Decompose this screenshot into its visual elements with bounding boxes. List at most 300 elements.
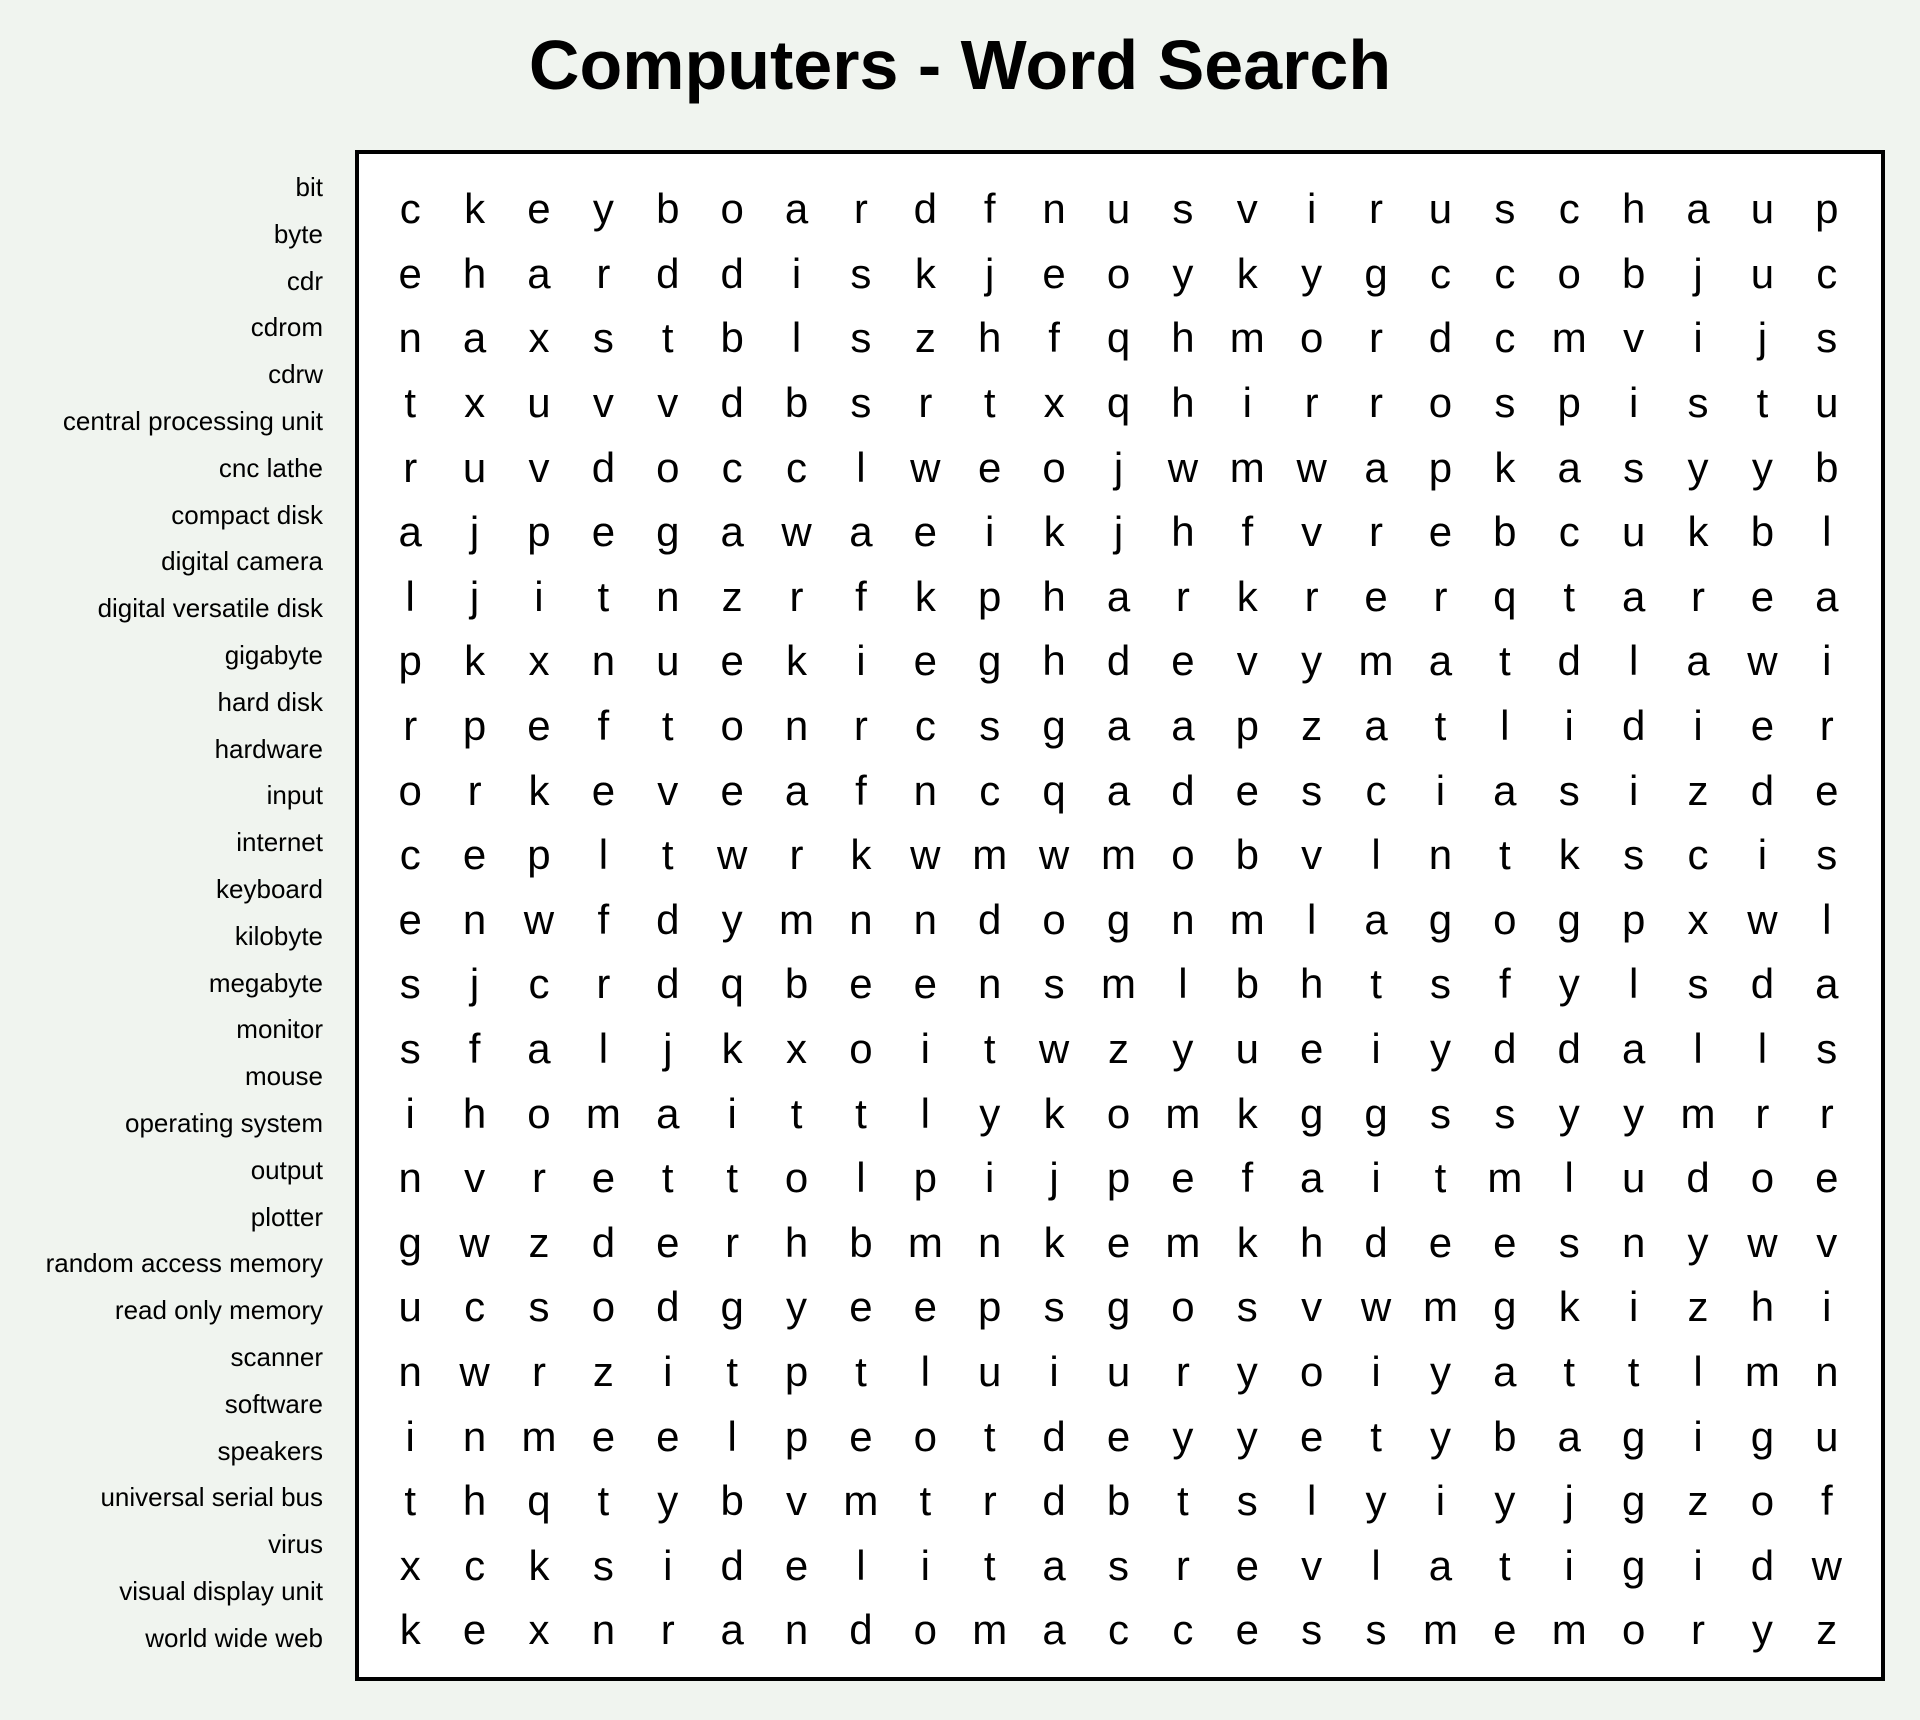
grid-letter[interactable]: r bbox=[789, 831, 804, 879]
grid-letter[interactable]: i bbox=[1757, 831, 1768, 879]
grid-letter[interactable]: a bbox=[1106, 766, 1131, 814]
grid-letter[interactable]: r bbox=[853, 702, 868, 750]
grid-letter[interactable]: q bbox=[527, 1477, 551, 1525]
grid-letter[interactable]: y bbox=[1429, 1412, 1451, 1460]
grid-letter[interactable]: i bbox=[920, 1025, 930, 1073]
grid-letter[interactable]: i bbox=[405, 1412, 415, 1460]
grid-letter[interactable]: f bbox=[597, 895, 610, 943]
grid-letter[interactable]: u bbox=[1428, 185, 1453, 233]
grid-letter[interactable]: i bbox=[1435, 1477, 1446, 1525]
grid-letter[interactable]: w bbox=[1747, 637, 1778, 685]
grid-letter[interactable]: t bbox=[661, 831, 674, 879]
grid-letter[interactable]: d bbox=[656, 960, 680, 1008]
grid-letter[interactable]: y bbox=[1623, 1089, 1645, 1137]
grid-letter[interactable]: v bbox=[786, 1477, 808, 1525]
grid-letter[interactable]: s bbox=[399, 960, 421, 1008]
grid-letter[interactable]: m bbox=[1229, 895, 1265, 943]
grid-letter[interactable]: n bbox=[398, 1154, 422, 1202]
grid-letter[interactable]: e bbox=[1815, 1154, 1839, 1202]
grid-letter[interactable]: k bbox=[914, 572, 936, 620]
grid-letter[interactable]: u bbox=[527, 379, 551, 427]
grid-letter[interactable]: a bbox=[1364, 702, 1388, 750]
grid-letter[interactable]: o bbox=[398, 766, 422, 814]
grid-letter[interactable]: a bbox=[1557, 443, 1581, 491]
grid-letter[interactable]: z bbox=[592, 1347, 614, 1395]
grid-letter[interactable]: t bbox=[983, 1412, 996, 1460]
grid-letter[interactable]: c bbox=[721, 443, 743, 491]
grid-letter[interactable]: i bbox=[1564, 1541, 1574, 1589]
grid-letter[interactable]: y bbox=[1236, 1347, 1258, 1395]
grid-letter[interactable]: k bbox=[1043, 508, 1065, 556]
grid-letter[interactable]: k bbox=[1236, 1089, 1258, 1137]
grid-letter[interactable]: s bbox=[1816, 1025, 1838, 1073]
grid-letter[interactable]: l bbox=[1371, 831, 1381, 879]
grid-letter[interactable]: e bbox=[527, 185, 551, 233]
grid-letter[interactable]: y bbox=[1172, 249, 1194, 297]
grid-letter[interactable]: e bbox=[462, 1606, 487, 1654]
grid-letter[interactable]: e bbox=[1299, 1025, 1324, 1073]
grid-letter[interactable]: v bbox=[1301, 831, 1323, 879]
grid-letter[interactable]: o bbox=[784, 1154, 809, 1202]
grid-letter[interactable]: u bbox=[978, 1347, 1002, 1395]
grid-letter[interactable]: l bbox=[856, 443, 866, 491]
grid-letter[interactable]: o bbox=[1171, 831, 1195, 879]
grid-letter[interactable]: e bbox=[656, 1412, 680, 1460]
grid-letter[interactable]: e bbox=[398, 249, 422, 297]
grid-letter[interactable]: c bbox=[1172, 1606, 1194, 1654]
grid-letter[interactable]: o bbox=[1042, 443, 1066, 491]
grid-letter[interactable]: c bbox=[1107, 1606, 1129, 1654]
grid-letter[interactable]: g bbox=[978, 637, 1002, 685]
grid-letter[interactable]: g bbox=[1299, 1089, 1324, 1137]
grid-letter[interactable]: i bbox=[985, 1154, 995, 1202]
grid-letter[interactable]: r bbox=[1819, 702, 1834, 750]
grid-letter[interactable]: j bbox=[1113, 508, 1124, 556]
grid-letter[interactable]: d bbox=[1493, 1025, 1517, 1073]
grid-letter[interactable]: w bbox=[1038, 1025, 1070, 1073]
grid-letter[interactable]: s bbox=[1429, 960, 1451, 1008]
grid-letter[interactable]: v bbox=[592, 379, 614, 427]
grid-letter[interactable]: y bbox=[979, 1089, 1001, 1137]
grid-letter[interactable]: e bbox=[720, 766, 744, 814]
grid-letter[interactable]: g bbox=[1364, 1089, 1388, 1137]
grid-letter[interactable]: t bbox=[790, 1089, 803, 1137]
grid-letter[interactable]: d bbox=[978, 895, 1002, 943]
grid-letter[interactable]: y bbox=[1558, 960, 1580, 1008]
grid-letter[interactable]: y bbox=[1687, 1218, 1709, 1266]
grid-letter[interactable]: e bbox=[591, 1154, 616, 1202]
grid-letter[interactable]: c bbox=[1494, 249, 1516, 297]
grid-letter[interactable]: d bbox=[1042, 1477, 1066, 1525]
grid-letter[interactable]: d bbox=[1106, 637, 1131, 685]
grid-letter[interactable]: o bbox=[1493, 895, 1517, 943]
grid-letter[interactable]: n bbox=[1428, 831, 1453, 879]
grid-letter[interactable]: b bbox=[784, 379, 809, 427]
grid-letter[interactable]: u bbox=[1106, 1347, 1131, 1395]
grid-letter[interactable]: u bbox=[1750, 185, 1775, 233]
grid-letter[interactable]: o bbox=[720, 702, 744, 750]
grid-letter[interactable]: b bbox=[784, 960, 809, 1008]
grid-letter[interactable]: l bbox=[1306, 1477, 1317, 1525]
grid-letter[interactable]: y bbox=[1429, 1025, 1451, 1073]
grid-letter[interactable]: x bbox=[464, 379, 486, 427]
grid-letter[interactable]: w bbox=[716, 831, 748, 879]
grid-letter[interactable]: x bbox=[1043, 379, 1065, 427]
grid-letter[interactable]: h bbox=[462, 1477, 487, 1525]
grid-letter[interactable]: w bbox=[781, 508, 812, 556]
grid-letter[interactable]: c bbox=[1816, 249, 1838, 297]
grid-letter[interactable]: u bbox=[1621, 508, 1646, 556]
grid-letter[interactable]: s bbox=[399, 1025, 421, 1073]
grid-letter[interactable]: f bbox=[597, 702, 610, 750]
grid-letter[interactable]: u bbox=[398, 1283, 422, 1331]
grid-letter[interactable]: p bbox=[978, 572, 1002, 620]
grid-letter[interactable]: e bbox=[913, 1283, 937, 1331]
grid-letter[interactable]: s bbox=[1236, 1477, 1258, 1525]
grid-letter[interactable]: a bbox=[1106, 702, 1131, 750]
grid-letter[interactable]: t bbox=[661, 702, 674, 750]
grid-letter[interactable]: g bbox=[1106, 1283, 1131, 1331]
grid-letter[interactable]: r bbox=[918, 379, 933, 427]
grid-letter[interactable]: a bbox=[1106, 572, 1131, 620]
grid-letter[interactable]: t bbox=[1563, 1347, 1576, 1395]
grid-letter[interactable]: i bbox=[1242, 379, 1252, 427]
grid-letter[interactable]: r bbox=[1369, 379, 1384, 427]
grid-letter[interactable]: h bbox=[1042, 572, 1066, 620]
grid-letter[interactable]: j bbox=[663, 1025, 673, 1073]
grid-letter[interactable]: p bbox=[1557, 379, 1581, 427]
grid-letter[interactable]: i bbox=[1371, 1347, 1381, 1395]
grid-letter[interactable]: m bbox=[972, 831, 1008, 879]
grid-letter[interactable]: r bbox=[596, 249, 611, 297]
grid-letter[interactable]: s bbox=[592, 314, 614, 362]
grid-letter[interactable]: g bbox=[1428, 895, 1453, 943]
grid-letter[interactable]: z bbox=[1687, 1477, 1709, 1525]
grid-letter[interactable]: e bbox=[1815, 766, 1839, 814]
grid-letter[interactable]: d bbox=[849, 1606, 873, 1654]
grid-letter[interactable]: r bbox=[1175, 1541, 1190, 1589]
grid-letter[interactable]: j bbox=[469, 508, 480, 556]
grid-letter[interactable]: d bbox=[1428, 314, 1453, 362]
grid-letter[interactable]: o bbox=[1299, 314, 1324, 362]
grid-letter[interactable]: n bbox=[784, 702, 809, 750]
grid-letter[interactable]: i bbox=[1371, 1025, 1381, 1073]
grid-letter[interactable]: s bbox=[850, 314, 872, 362]
grid-letter[interactable]: m bbox=[1680, 1089, 1716, 1137]
grid-letter[interactable]: q bbox=[1106, 379, 1131, 427]
grid-letter[interactable]: a bbox=[462, 314, 487, 362]
grid-letter[interactable]: y bbox=[1172, 1025, 1194, 1073]
grid-letter[interactable]: i bbox=[920, 1541, 930, 1589]
grid-letter[interactable]: e bbox=[527, 702, 551, 750]
grid-letter[interactable]: s bbox=[528, 1283, 550, 1331]
grid-letter[interactable]: j bbox=[1564, 1477, 1574, 1525]
grid-letter[interactable]: i bbox=[1693, 314, 1703, 362]
grid-letter[interactable]: b bbox=[1235, 831, 1259, 879]
grid-letter[interactable]: u bbox=[1815, 379, 1839, 427]
grid-letter[interactable]: d bbox=[1171, 766, 1195, 814]
grid-letter[interactable]: d bbox=[656, 249, 680, 297]
grid-letter[interactable]: i bbox=[727, 1089, 737, 1137]
grid-letter[interactable]: g bbox=[1621, 1477, 1646, 1525]
grid-letter[interactable]: e bbox=[720, 637, 744, 685]
grid-letter[interactable]: m bbox=[1422, 1606, 1458, 1654]
grid-letter[interactable]: e bbox=[1493, 1218, 1517, 1266]
grid-letter[interactable]: e bbox=[1235, 1606, 1259, 1654]
grid-letter[interactable]: a bbox=[720, 1606, 744, 1654]
grid-letter[interactable]: t bbox=[983, 379, 996, 427]
grid-letter[interactable]: t bbox=[726, 1154, 738, 1202]
grid-letter[interactable]: h bbox=[1171, 508, 1195, 556]
grid-letter[interactable]: p bbox=[913, 1154, 937, 1202]
grid-letter[interactable]: r bbox=[725, 1218, 740, 1266]
grid-letter[interactable]: i bbox=[791, 249, 802, 297]
grid-letter[interactable]: q bbox=[1106, 314, 1131, 362]
grid-letter[interactable]: g bbox=[720, 1283, 744, 1331]
grid-letter[interactable]: j bbox=[469, 572, 480, 620]
grid-letter[interactable]: w bbox=[1296, 443, 1327, 491]
grid-letter[interactable]: t bbox=[1370, 960, 1382, 1008]
grid-letter[interactable]: i bbox=[1822, 1283, 1832, 1331]
grid-letter[interactable]: s bbox=[1043, 960, 1065, 1008]
grid-letter[interactable]: g bbox=[398, 1218, 422, 1266]
grid-letter[interactable]: k bbox=[1558, 1283, 1580, 1331]
grid-letter[interactable]: s bbox=[1236, 1283, 1258, 1331]
grid-letter[interactable]: e bbox=[849, 960, 873, 1008]
grid-letter[interactable]: i bbox=[1306, 185, 1317, 233]
grid-letter[interactable]: c bbox=[399, 185, 421, 233]
grid-letter[interactable]: d bbox=[720, 1541, 744, 1589]
grid-letter[interactable]: o bbox=[1106, 249, 1131, 297]
grid-letter[interactable]: a bbox=[1557, 1412, 1581, 1460]
grid-letter[interactable]: l bbox=[405, 572, 415, 620]
grid-letter[interactable]: g bbox=[1621, 1412, 1646, 1460]
grid-letter[interactable]: m bbox=[1165, 1218, 1201, 1266]
grid-letter[interactable]: i bbox=[1371, 1154, 1381, 1202]
grid-letter[interactable]: o bbox=[1042, 895, 1066, 943]
grid-letter[interactable]: g bbox=[656, 508, 680, 556]
grid-letter[interactable]: c bbox=[1494, 314, 1516, 362]
grid-letter[interactable]: d bbox=[1750, 1541, 1775, 1589]
grid-letter[interactable]: e bbox=[849, 1412, 873, 1460]
grid-letter[interactable]: t bbox=[1627, 1347, 1640, 1395]
grid-letter[interactable]: g bbox=[1364, 249, 1388, 297]
grid-letter[interactable]: u bbox=[1621, 1154, 1646, 1202]
grid-letter[interactable]: k bbox=[1236, 249, 1258, 297]
grid-letter[interactable]: s bbox=[850, 379, 872, 427]
grid-letter[interactable]: r bbox=[1369, 314, 1384, 362]
grid-letter[interactable]: d bbox=[1364, 1218, 1388, 1266]
grid-letter[interactable]: e bbox=[656, 1218, 680, 1266]
grid-letter[interactable]: s bbox=[1558, 1218, 1580, 1266]
grid-letter[interactable]: s bbox=[1365, 1606, 1387, 1654]
grid-letter[interactable]: y bbox=[786, 1283, 808, 1331]
grid-letter[interactable]: p bbox=[527, 831, 551, 879]
grid-letter[interactable]: d bbox=[1621, 702, 1646, 750]
grid-letter[interactable]: t bbox=[1499, 831, 1511, 879]
grid-letter[interactable]: r bbox=[403, 702, 418, 750]
grid-letter[interactable]: o bbox=[1750, 1477, 1775, 1525]
grid-letter[interactable]: s bbox=[1623, 443, 1645, 491]
grid-letter[interactable]: r bbox=[531, 1347, 546, 1395]
grid-letter[interactable]: m bbox=[1229, 443, 1265, 491]
grid-letter[interactable]: k bbox=[399, 1606, 421, 1654]
grid-letter[interactable]: t bbox=[661, 314, 674, 362]
grid-letter[interactable]: p bbox=[1106, 1154, 1131, 1202]
grid-letter[interactable]: j bbox=[985, 249, 995, 297]
grid-letter[interactable]: a bbox=[1815, 960, 1839, 1008]
grid-letter[interactable]: g bbox=[1557, 895, 1581, 943]
grid-letter[interactable]: t bbox=[1177, 1477, 1189, 1525]
grid-letter[interactable]: a bbox=[1621, 1025, 1646, 1073]
grid-letter[interactable]: t bbox=[404, 1477, 417, 1525]
grid-letter[interactable]: u bbox=[1750, 249, 1775, 297]
grid-letter[interactable]: b bbox=[720, 314, 744, 362]
grid-letter[interactable]: a bbox=[1042, 1606, 1066, 1654]
grid-letter[interactable]: m bbox=[1422, 1283, 1458, 1331]
grid-letter[interactable]: x bbox=[1687, 895, 1709, 943]
grid-letter[interactable]: q bbox=[1042, 766, 1066, 814]
grid-letter[interactable]: a bbox=[398, 508, 422, 556]
grid-letter[interactable]: s bbox=[1494, 1089, 1516, 1137]
grid-letter[interactable]: b bbox=[1750, 508, 1775, 556]
grid-letter[interactable]: s bbox=[592, 1541, 614, 1589]
grid-letter[interactable]: z bbox=[1816, 1606, 1838, 1654]
grid-letter[interactable]: x bbox=[528, 1606, 550, 1654]
grid-letter[interactable]: m bbox=[1744, 1347, 1780, 1395]
grid-letter[interactable]: c bbox=[399, 831, 421, 879]
grid-letter[interactable]: e bbox=[1493, 1606, 1517, 1654]
grid-letter[interactable]: w bbox=[1038, 831, 1070, 879]
grid-letter[interactable]: b bbox=[720, 1477, 744, 1525]
grid-letter[interactable]: m bbox=[521, 1412, 557, 1460]
grid-letter[interactable]: i bbox=[1822, 637, 1832, 685]
grid-letter[interactable]: c bbox=[914, 702, 936, 750]
grid-letter[interactable]: z bbox=[1107, 1025, 1129, 1073]
grid-letter[interactable]: a bbox=[784, 185, 809, 233]
grid-letter[interactable]: s bbox=[1687, 379, 1709, 427]
grid-letter[interactable]: j bbox=[1049, 1154, 1059, 1202]
grid-letter[interactable]: t bbox=[404, 379, 417, 427]
grid-letter[interactable]: r bbox=[1304, 572, 1319, 620]
grid-letter[interactable]: i bbox=[663, 1347, 673, 1395]
grid-letter[interactable]: t bbox=[919, 1477, 932, 1525]
grid-letter[interactable]: a bbox=[1493, 1347, 1517, 1395]
grid-letter[interactable]: a bbox=[527, 1025, 551, 1073]
grid-letter[interactable]: n bbox=[978, 1218, 1002, 1266]
grid-letter[interactable]: l bbox=[1822, 895, 1832, 943]
grid-letter[interactable]: t bbox=[1756, 379, 1769, 427]
grid-letter[interactable]: l bbox=[1822, 508, 1832, 556]
grid-letter[interactable]: e bbox=[1428, 1218, 1453, 1266]
grid-letter[interactable]: a bbox=[1364, 443, 1388, 491]
grid-letter[interactable]: e bbox=[978, 443, 1002, 491]
grid-letter[interactable]: f bbox=[855, 766, 867, 814]
grid-letter[interactable]: o bbox=[1557, 249, 1581, 297]
grid-letter[interactable]: g bbox=[1106, 895, 1131, 943]
grid-letter[interactable]: o bbox=[1299, 1347, 1324, 1395]
grid-letter[interactable]: n bbox=[462, 895, 487, 943]
grid-letter[interactable]: r bbox=[531, 1154, 546, 1202]
grid-letter[interactable]: w bbox=[1811, 1541, 1842, 1589]
grid-letter[interactable]: k bbox=[850, 831, 872, 879]
grid-letter[interactable]: v bbox=[657, 379, 679, 427]
grid-letter[interactable]: e bbox=[1042, 249, 1066, 297]
grid-letter[interactable]: d bbox=[1750, 766, 1775, 814]
grid-letter[interactable]: p bbox=[398, 637, 422, 685]
grid-letter[interactable]: a bbox=[1815, 572, 1839, 620]
grid-letter[interactable]: o bbox=[591, 1283, 616, 1331]
grid-letter[interactable]: s bbox=[1429, 1089, 1451, 1137]
grid-letter[interactable]: n bbox=[656, 572, 680, 620]
grid-letter[interactable]: g bbox=[1493, 1283, 1517, 1331]
grid-letter[interactable]: l bbox=[1628, 960, 1639, 1008]
grid-letter[interactable]: y bbox=[1429, 1347, 1451, 1395]
grid-letter[interactable]: d bbox=[656, 1283, 680, 1331]
grid-letter[interactable]: o bbox=[527, 1089, 551, 1137]
grid-letter[interactable]: l bbox=[920, 1347, 930, 1395]
grid-letter[interactable]: f bbox=[855, 572, 867, 620]
grid-letter[interactable]: k bbox=[1043, 1089, 1065, 1137]
grid-letter[interactable]: l bbox=[598, 1025, 609, 1073]
grid-letter[interactable]: c bbox=[979, 766, 1001, 814]
grid-letter[interactable]: n bbox=[1042, 185, 1066, 233]
grid-letter[interactable]: b bbox=[1493, 508, 1517, 556]
grid-letter[interactable]: w bbox=[459, 1218, 490, 1266]
grid-letter[interactable]: o bbox=[720, 185, 744, 233]
grid-letter[interactable]: a bbox=[849, 508, 873, 556]
grid-letter[interactable]: d bbox=[591, 1218, 616, 1266]
grid-letter[interactable]: p bbox=[1235, 702, 1259, 750]
grid-letter[interactable]: l bbox=[1306, 895, 1317, 943]
grid-letter[interactable]: t bbox=[1563, 572, 1576, 620]
grid-letter[interactable]: v bbox=[1236, 185, 1258, 233]
grid-letter[interactable]: s bbox=[1172, 185, 1194, 233]
grid-letter[interactable]: p bbox=[1428, 443, 1453, 491]
grid-letter[interactable]: t bbox=[855, 1347, 867, 1395]
grid-letter[interactable]: e bbox=[1364, 572, 1388, 620]
grid-letter[interactable]: c bbox=[1365, 766, 1387, 814]
grid-letter[interactable]: z bbox=[721, 572, 743, 620]
grid-letter[interactable]: o bbox=[1428, 379, 1453, 427]
grid-letter[interactable]: k bbox=[1236, 572, 1258, 620]
grid-letter[interactable]: r bbox=[1175, 1347, 1190, 1395]
grid-letter[interactable]: n bbox=[1171, 895, 1195, 943]
grid-letter[interactable]: a bbox=[720, 508, 744, 556]
grid-letter[interactable]: d bbox=[720, 379, 744, 427]
grid-letter[interactable]: m bbox=[843, 1477, 879, 1525]
grid-letter[interactable]: t bbox=[597, 1477, 610, 1525]
grid-letter[interactable]: p bbox=[462, 702, 487, 750]
grid-letter[interactable]: e bbox=[1235, 1541, 1259, 1589]
grid-letter[interactable]: l bbox=[856, 1154, 866, 1202]
grid-letter[interactable]: y bbox=[1172, 1412, 1194, 1460]
grid-letter[interactable]: s bbox=[979, 702, 1001, 750]
grid-letter[interactable]: f bbox=[1241, 508, 1254, 556]
grid-letter[interactable]: z bbox=[1301, 702, 1323, 750]
grid-letter[interactable]: z bbox=[1687, 1283, 1709, 1331]
grid-letter[interactable]: c bbox=[528, 960, 550, 1008]
grid-letter[interactable]: v bbox=[1816, 1218, 1838, 1266]
grid-letter[interactable]: o bbox=[1106, 1089, 1131, 1137]
grid-letter[interactable]: k bbox=[528, 1541, 550, 1589]
grid-letter[interactable]: d bbox=[913, 185, 937, 233]
grid-letter[interactable]: l bbox=[1564, 1154, 1574, 1202]
grid-letter[interactable]: d bbox=[1042, 1412, 1066, 1460]
grid-letter[interactable]: q bbox=[1493, 572, 1517, 620]
grid-letter[interactable]: k bbox=[1687, 508, 1709, 556]
grid-letter[interactable]: h bbox=[978, 314, 1002, 362]
